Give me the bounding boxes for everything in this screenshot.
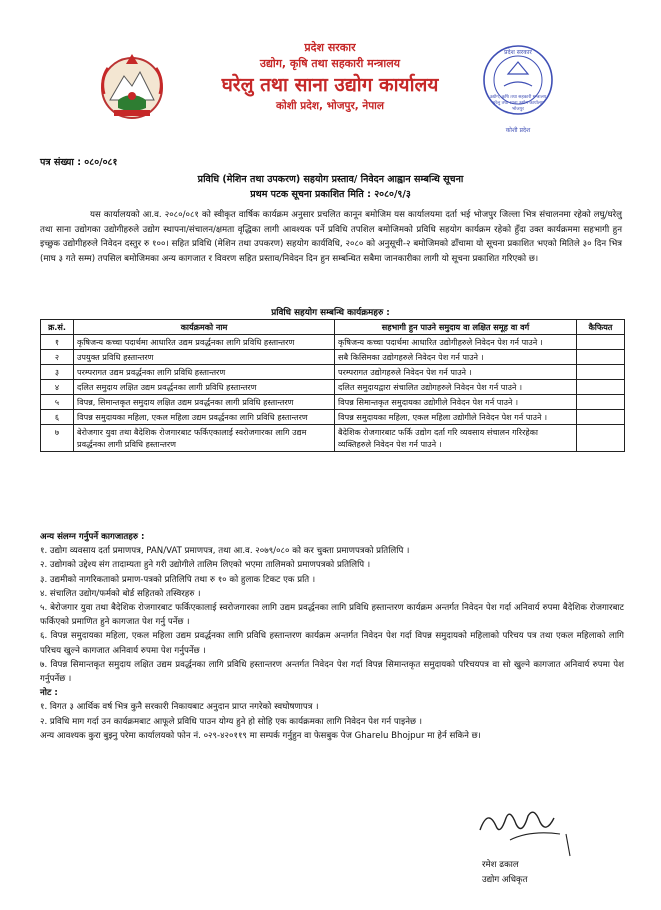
cell-remarks <box>577 350 625 365</box>
cell-eligible: विपन्न समुदायका महिला, एकल महिला उद्योगीले निवेदन पेश गर्न पाउने । <box>335 410 577 425</box>
list-item: ७. विपन्न सिमान्तकृत समुदाय लक्षित उद्यम प्रवर्द्धनका लागि प्रविधि हस्तान्तरण अन्तर्गत निवेदन पेश गर्दा विपन्न सिमान्तकृत समुदायको परिचयपत्र वा सो खुल्ने कागजात अनिवार्य रुपमा पेश गर्नुपर्नेछ । <box>40 659 624 685</box>
cell-program: विपन्न, सिमान्तकृत समुदाय लक्षित उद्यम प्रवर्द्धनका लागी प्रविधि हस्तान्तरण <box>74 395 335 410</box>
stamp-text-bottom: कोशी प्रदेश <box>505 127 531 134</box>
office-stamp-icon <box>474 40 562 138</box>
cell-sn: ६ <box>41 410 74 425</box>
stamp-text-mid: उद्योग, कृषि तथा सहकारी मन्त्रालय <box>489 95 547 100</box>
cell-eligible: बैदेशिक रोजगारबाट फर्कि उद्योग दर्ता गरि व्यवसाय संचालन गरिरहेका व्यक्तिहरुले निवेदन पेश गर्न पाउने । <box>335 425 577 452</box>
header-eligible: सहभागी हुन पाउने समुदाय वा लक्षित समूह वा वर्ग <box>335 320 577 335</box>
cell-remarks <box>577 395 625 410</box>
documents-title: अन्य संलग्न गर्नुपर्ने कागजातहरु : <box>40 532 145 542</box>
cell-program: परम्परागत उद्यम प्रवर्द्धनका लागि प्रविधि हस्तान्तरण <box>74 365 335 380</box>
cell-eligible: दलित समुदायद्वारा संचालित उद्योगहरुले निवेदन पेश गर्न पाउने । <box>335 380 577 395</box>
cell-program: दलित समुदाय लक्षित उद्यम प्रवर्द्धनका लागी प्रविधि हस्तान्तरण <box>74 380 335 395</box>
list-item: २. प्रविधि माग गर्दा उन कार्यक्रमबाट आफूले प्रविधि पाउन योग्य हुने हो सोहि एक कार्यक्रमका लागि निवेदन पेश गर्न पाइनेछ । <box>40 716 423 727</box>
table-row <box>41 350 625 365</box>
table-row <box>41 365 625 380</box>
cell-sn: ३ <box>41 365 74 380</box>
list-item: २. उद्योगको उद्देश्य संग तादाम्यता हुने गरी उद्योगीले तालिम लिएको भएमा तालिमको प्रमाणपत्रको प्रतिलिपि । <box>40 560 371 571</box>
cell-sn: ७ <box>41 425 74 452</box>
closing-text: अन्य आवश्यक कुरा बुझ्नु परेमा कार्यालयको फोन नं. ०२९-४२०११९ मा सम्पर्क गर्नुहुन वा फेसबुक पेज Gharelu Bhojpur मा हेर्न सकिने छ। <box>40 730 481 741</box>
cell-sn: १ <box>41 335 74 350</box>
list-item: ३. उद्यमीको नागरिकताको प्रमाण-पत्रको प्रतिलिपि तथा रु १० को हुलाक टिकट एक प्रति । <box>40 574 316 585</box>
cell-remarks <box>577 410 625 425</box>
list-item: ५. बेरोजगार युवा तथा बैदेशिक रोजगारबाट फर्किएकालाई स्वरोजगारका लागि उद्यम प्रवर्द्धनका लागि प्रविधि हस्तान्तरण कार्यक्रम अन्तर्गत निवेदन पेश गर्दा अनिवार्य रुपमा बैदेशिक रोजगारबाट फर्किएको प्रमाणित हुने कागजात पेश गर्नु पर्नेछ । <box>40 603 624 628</box>
reference-number: पत्र संख्या : ०८०/०८१ <box>40 157 118 168</box>
cell-sn: ५ <box>41 395 74 410</box>
letterhead <box>0 40 661 140</box>
cell-eligible: परम्परागत उद्योगहरुले निवेदन पेश गर्न पाउने । <box>335 365 577 380</box>
cell-program: कृषिजन्य कच्चा पदार्थमा आधारित उद्यम प्रवर्द्धनका लागि प्रविधि हस्तान्तरण <box>74 335 335 350</box>
subject-line-2: प्रथम पटक सूचना प्रकाशित मिति : २०८०/९/३ <box>250 189 411 200</box>
signatory-name: रमेश ढकाल <box>482 860 519 870</box>
letterhead-text <box>170 40 490 114</box>
notes-title: नोट : <box>40 688 58 699</box>
cell-sn: ४ <box>41 380 74 395</box>
office-address: कोशी प्रदेश, भोजपुर, नेपाल <box>275 100 385 112</box>
table-row <box>41 395 625 410</box>
cell-remarks <box>577 335 625 350</box>
table-row <box>41 425 625 452</box>
office-name: घरेलु तथा साना उद्योग कार्यालय <box>221 74 439 96</box>
table-row <box>41 335 625 350</box>
signatory <box>482 858 528 888</box>
cell-eligible: सबै किसिमका उद्योगहरुले निवेदन पेश गर्न पाउने । <box>335 350 577 365</box>
header-program: कार्यक्रमको नाम <box>74 320 335 335</box>
cell-remarks <box>577 425 625 452</box>
cell-remarks <box>577 380 625 395</box>
nepal-emblem-icon <box>96 50 168 120</box>
list-item: ४. संचालित उद्योग/फर्मको बोर्ड सहितको तस्विरहरु । <box>40 588 201 599</box>
cell-program: उपयुक्त प्रविधि हस्तान्तरण <box>74 350 335 365</box>
notice-subject <box>0 172 661 202</box>
cell-eligible: विपन्न सिमान्तकृत समुदायका उद्योगीले निवेदन पेश गर्न पाउने । <box>335 395 577 410</box>
list-item: ६. विपन्न समुदायका महिला, एकल महिला उद्यम प्रवर्द्धनका लागि प्रविधि हस्तान्तरण कार्यक्रम अन्तर्गत निवेदन पेश गर्दा विपन्न समुदायको महिलाको परिचय पत्र तथा एकल महिलाको लागि परिचय खुल्ने कागजात अनिवार्य रुपमा पेश गर्नुपर्नेछ । <box>40 631 624 656</box>
table-header-row <box>41 320 625 335</box>
subject-line-1: प्रविधि (मेशिन तथा उपकरण) सहयोग प्रस्ताव/ निवेदन आह्वान सम्बन्धि सूचना <box>197 174 464 185</box>
cell-sn: २ <box>41 350 74 365</box>
documents-list <box>40 544 624 686</box>
cell-program: बेरोजगार युवा तथा बैदेशिक रोजगारबाट फर्किएकालाई स्वरोजगारका लागि उद्यम प्रवर्द्धनका लागी प्रविधि हस्तान्तरण <box>74 425 335 452</box>
stamp-text-mid3: भोजपुर <box>511 107 525 112</box>
documents-section <box>40 530 624 743</box>
govt-name: प्रदेश सरकार <box>304 41 356 54</box>
header-sn: क्र.सं. <box>41 320 74 335</box>
cell-eligible: कृषिजन्य कच्चा पदार्थमा आधारित उद्योगीहरुले निवेदन पेश गर्न पाउने । <box>335 335 577 350</box>
list-item: १. विगत ३ आर्थिक वर्ष भित्र कुनै सरकारी निकायबाट अनुदान प्राप्त नगरेको स्वघोषणापत्र । <box>40 702 319 713</box>
list-item: १. उद्योग व्यवसाय दर्ता प्रमाणपत्र, PAN/VAT प्रमाणपत्र, तथा आ.व. २०७९/०८० को कर चुक्ता प्रमाणपत्रको प्रतिलिपि । <box>40 546 410 557</box>
intro-paragraph: यस कार्यालयको आ.व. २०८०/०८१ को स्वीकृत वार्षिक कार्यक्रम अनुसार प्रचलित कानून बमोजिम यस कार्यालयमा दर्ता भई भोजपुर जिल्ला भित्र संचालनमा रहेको लघु/घरेलु तथा साना उद्योगका उद्योगीहरुले उद्योग स्थापना/संचालन/क्षमता वृद्धिका लागी आवश्यक पर्ने प्रविधि तपशिल बमोजिमको प्रविधि सहयोग कार्यक्रम रहेको हुँदा उक्त कार्यक्रममा सहभागी हुन इच्छुक उद्योगीहरुले निवेदन दस्तुर रु १००। सहित प्रविधि (मेशिन तथा उपकरण) सहयोग कार्यविधि, २०८० को अनुसूची-२ बमोजिमको ढाँचामा यो सूचना प्रकाशित भएको मितिले ३० दिन भित्र (माघ ३ गते सम्म) तपसिल बमोजिमका अन्य कागजात र विवरण सहित प्रस्ताव/निवेदन दिन हुन सम्बन्धित सबैमा जानकारीका लागी यो सूचना प्रकाशित गरिएको छ। <box>40 210 622 264</box>
signatory-title: उद्योग अधिकृत <box>482 875 528 885</box>
notes-list <box>40 700 624 728</box>
header-remarks: कैफियत <box>577 320 625 335</box>
stamp-text-mid2: घरेलु तथा साना उद्योग कार्यालय <box>492 101 544 106</box>
program-table <box>40 319 625 452</box>
table-row <box>41 380 625 395</box>
table-row <box>41 410 625 425</box>
table-title: प्रविधि सहयोग सम्बन्धि कार्यक्रमहरु : <box>271 308 390 318</box>
ministry-name: उद्योग, कृषि तथा सहकारी मन्त्रालय <box>259 57 401 70</box>
cell-program: विपन्न समुदायका महिला, एकल महिला उद्यम प्रवर्द्धनका लागि प्रविधि हस्तान्तरण <box>74 410 335 425</box>
cell-remarks <box>577 365 625 380</box>
stamp-text-top: प्रदेश सरकार <box>504 49 532 56</box>
